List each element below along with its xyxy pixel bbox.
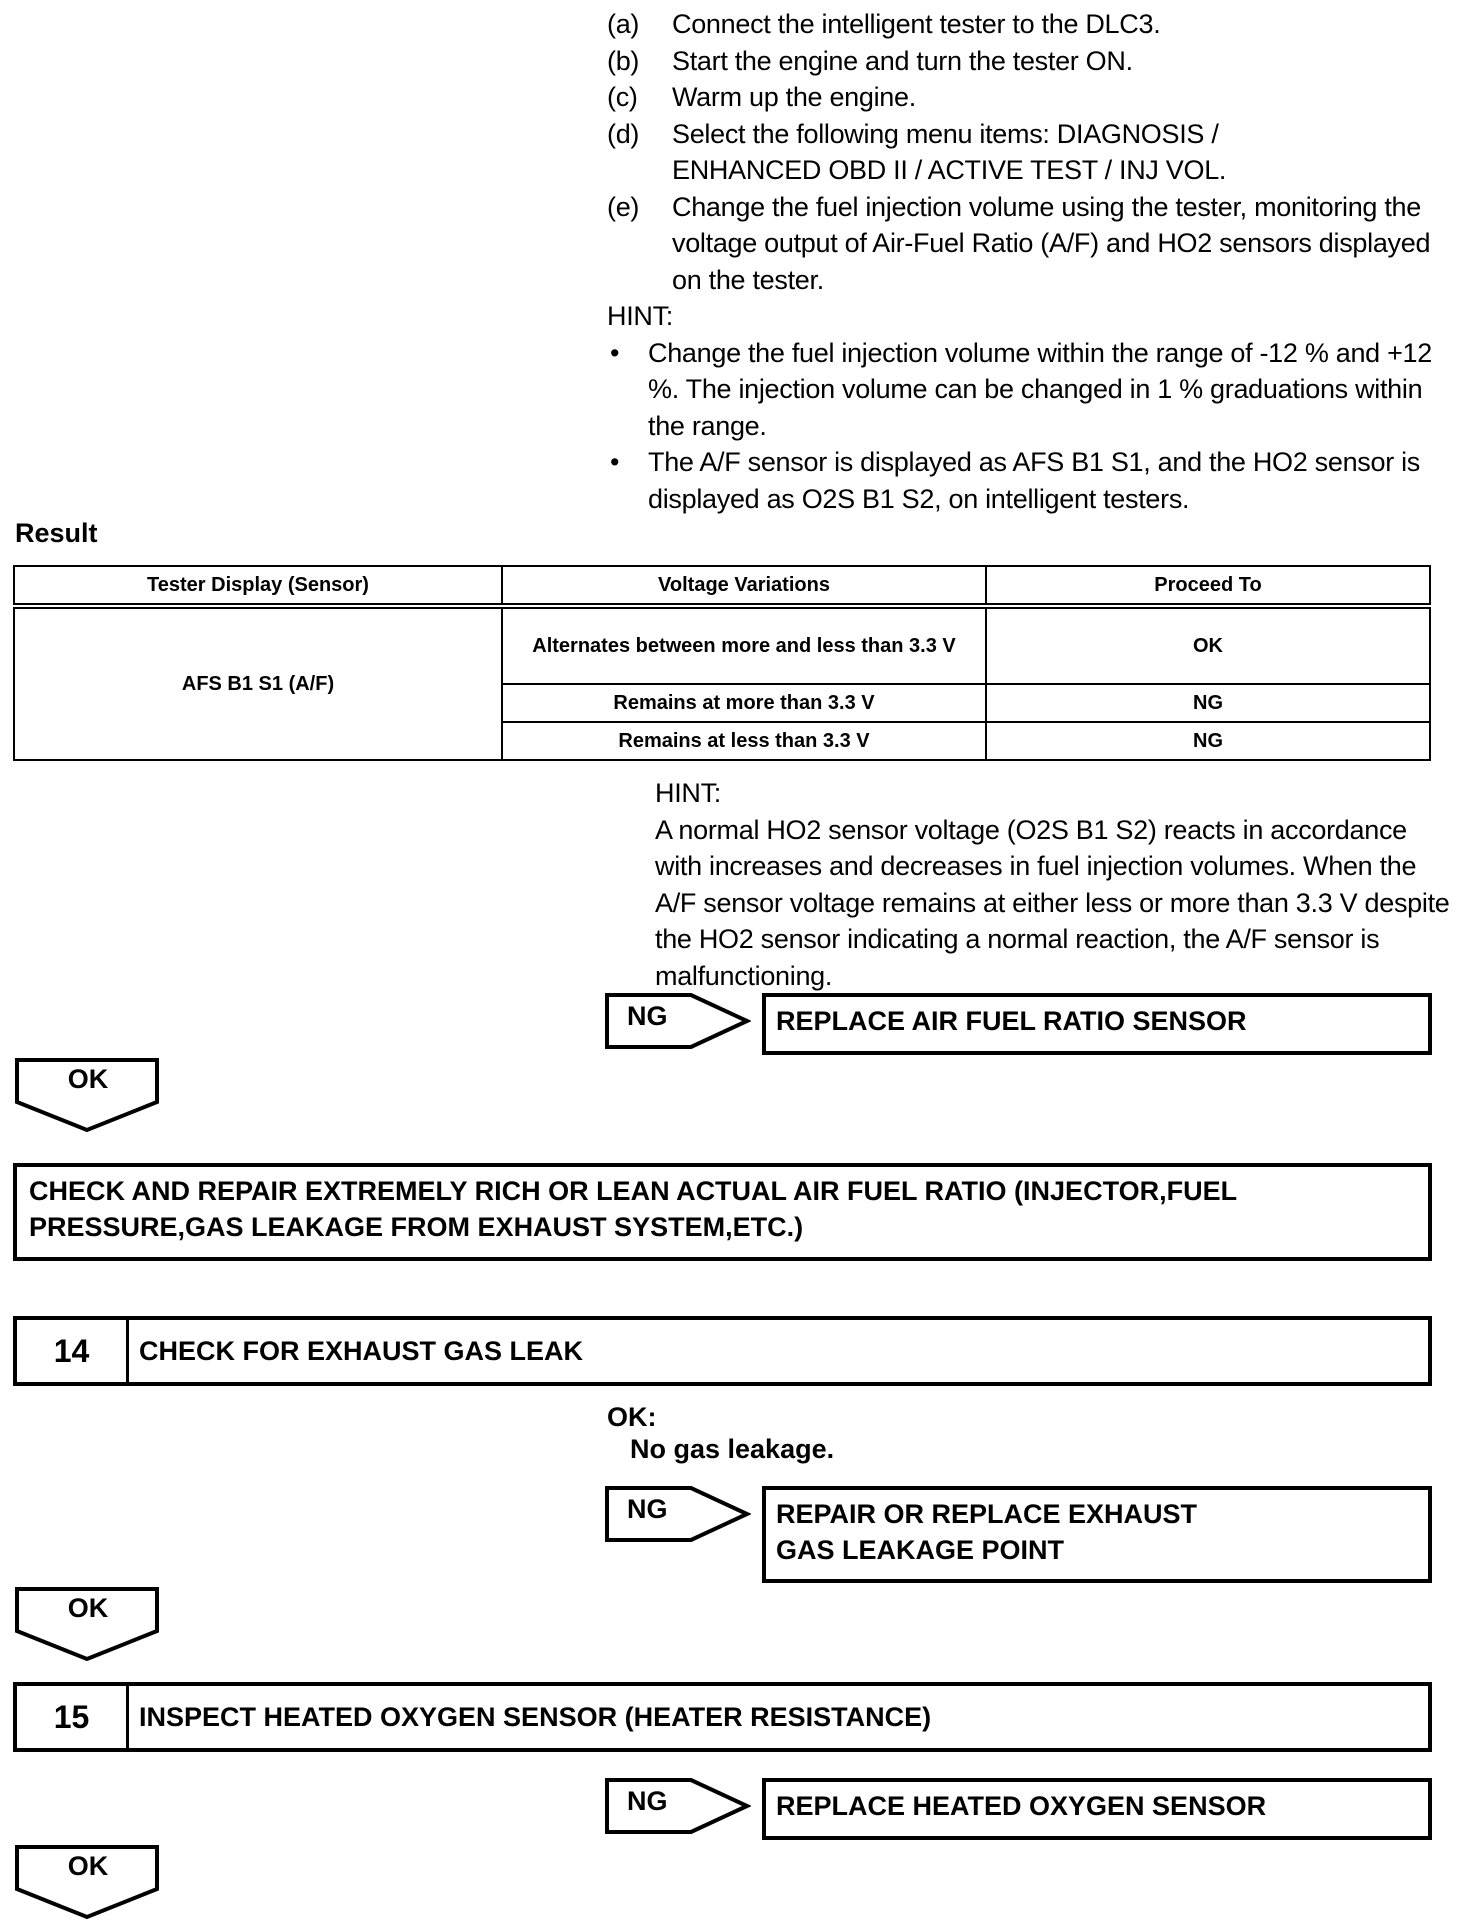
step-number: 15 bbox=[17, 1686, 129, 1748]
ng-action-box: REPLACE HEATED OXYGEN SENSOR bbox=[762, 1778, 1432, 1840]
hint-label: HINT: bbox=[607, 301, 674, 331]
bullet-icon: • bbox=[610, 337, 620, 368]
step-label: (e) bbox=[607, 191, 640, 222]
step-number: 14 bbox=[17, 1320, 129, 1382]
step-label: (d) bbox=[607, 118, 640, 149]
proceed-cell: NG bbox=[986, 684, 1430, 722]
step-d bbox=[607, 116, 1467, 189]
step-label: (c) bbox=[607, 82, 638, 112]
ng-action-box: REPAIR OR REPLACE EXHAUST GAS LEAKAGE POINT bbox=[762, 1486, 1432, 1583]
ng-label: NG bbox=[627, 1786, 668, 1816]
hint-text: A normal HO2 sensor voltage (O2S B1 S2) reacts in accordance with increases and decreases in fuel injection volumes. When the A/F sensor voltage remains at either less or more than 3.3 V despite the HO2 sensor indicating a normal reaction, the A/F sensor is malfunctioning. bbox=[655, 814, 1450, 991]
step-c bbox=[607, 79, 1467, 116]
result-table bbox=[13, 565, 1431, 761]
column-header: Proceed To bbox=[986, 566, 1430, 606]
proceed-cell: NG bbox=[986, 722, 1430, 760]
ng-arrow bbox=[605, 993, 749, 1049]
ok-arrow bbox=[15, 1058, 161, 1132]
ok-criteria-label: OK: bbox=[607, 1402, 657, 1432]
hint-bullet bbox=[607, 335, 1467, 445]
hint-bullet bbox=[607, 444, 1467, 517]
column-header: Voltage Variations bbox=[502, 566, 986, 606]
step-e bbox=[607, 189, 1467, 299]
hint-bullet-text: Change the fuel injection volume within the range of -12 % and +12 %. The injection volume can be changed in 1 % graduations within the range. bbox=[648, 337, 1432, 441]
proceed-cell: OK bbox=[986, 606, 1430, 684]
step-title: INSPECT HEATED OXYGEN SENSOR (HEATER RESISTANCE) bbox=[139, 1701, 932, 1732]
ok-label: OK bbox=[67, 1593, 109, 1623]
step-15-header bbox=[13, 1682, 1432, 1752]
step-a bbox=[607, 6, 1467, 43]
step-label: (a) bbox=[607, 9, 640, 39]
hint-bullet-text: The A/F sensor is displayed as AFS B1 S1, and the HO2 sensor is displayed as O2S B1 S2, on intelligent testers. bbox=[648, 447, 1420, 514]
ok-label: OK bbox=[67, 1851, 109, 1881]
result-heading: Result bbox=[15, 518, 98, 548]
hint-block bbox=[607, 298, 1467, 517]
ok-arrow bbox=[15, 1587, 161, 1661]
sensor-cell: AFS B1 S1 (A/F) bbox=[14, 606, 502, 760]
ng-label: NG bbox=[627, 1001, 668, 1031]
table-header-row bbox=[14, 566, 1430, 606]
ok-label: OK bbox=[67, 1064, 109, 1094]
step-title: CHECK FOR EXHAUST GAS LEAK bbox=[139, 1335, 584, 1366]
variation-cell: Remains at more than 3.3 V bbox=[502, 684, 986, 722]
step-text: Change the fuel injection volume using the tester, monitoring the voltage output of Air-Fuel Ratio (A/F) and HO2 sensors displayed on the tester. bbox=[672, 191, 1431, 295]
table-row bbox=[14, 606, 1430, 684]
variation-cell: Remains at less than 3.3 V bbox=[502, 722, 986, 760]
procedure-steps bbox=[607, 6, 1467, 298]
ng-label: NG bbox=[627, 1494, 668, 1524]
variation-cell: Alternates between more and less than 3.3 V bbox=[502, 606, 986, 684]
ng-action-box: REPLACE AIR FUEL RATIO SENSOR bbox=[762, 993, 1432, 1055]
step-b bbox=[607, 43, 1467, 80]
ok-arrow bbox=[15, 1845, 161, 1919]
hint-block-2 bbox=[655, 775, 1455, 994]
step-text: Connect the intelligent tester to the DLC3. bbox=[672, 9, 1161, 39]
bullet-icon: • bbox=[610, 447, 620, 477]
hint-label: HINT: bbox=[655, 778, 722, 808]
ng-arrow bbox=[605, 1486, 749, 1542]
ng-arrow bbox=[605, 1778, 749, 1834]
step-text: Start the engine and turn the tester ON. bbox=[672, 45, 1133, 76]
step-text: Warm up the engine. bbox=[672, 82, 916, 112]
step-label: (b) bbox=[607, 45, 640, 76]
step-text: Select the following menu items: DIAGNOSIS / ENHANCED OBD II / ACTIVE TEST / INJ VOL. bbox=[672, 118, 1227, 185]
ok-criteria: No gas leakage. bbox=[630, 1434, 835, 1464]
ok-action-box: CHECK AND REPAIR EXTREMELY RICH OR LEAN ACTUAL AIR FUEL RATIO (INJECTOR,FUEL PRESSURE,GAS LEAKAGE FROM EXHAUST SYSTEM,ETC.) bbox=[13, 1163, 1432, 1261]
step-14-header bbox=[13, 1316, 1432, 1386]
column-header: Tester Display (Sensor) bbox=[14, 566, 502, 606]
